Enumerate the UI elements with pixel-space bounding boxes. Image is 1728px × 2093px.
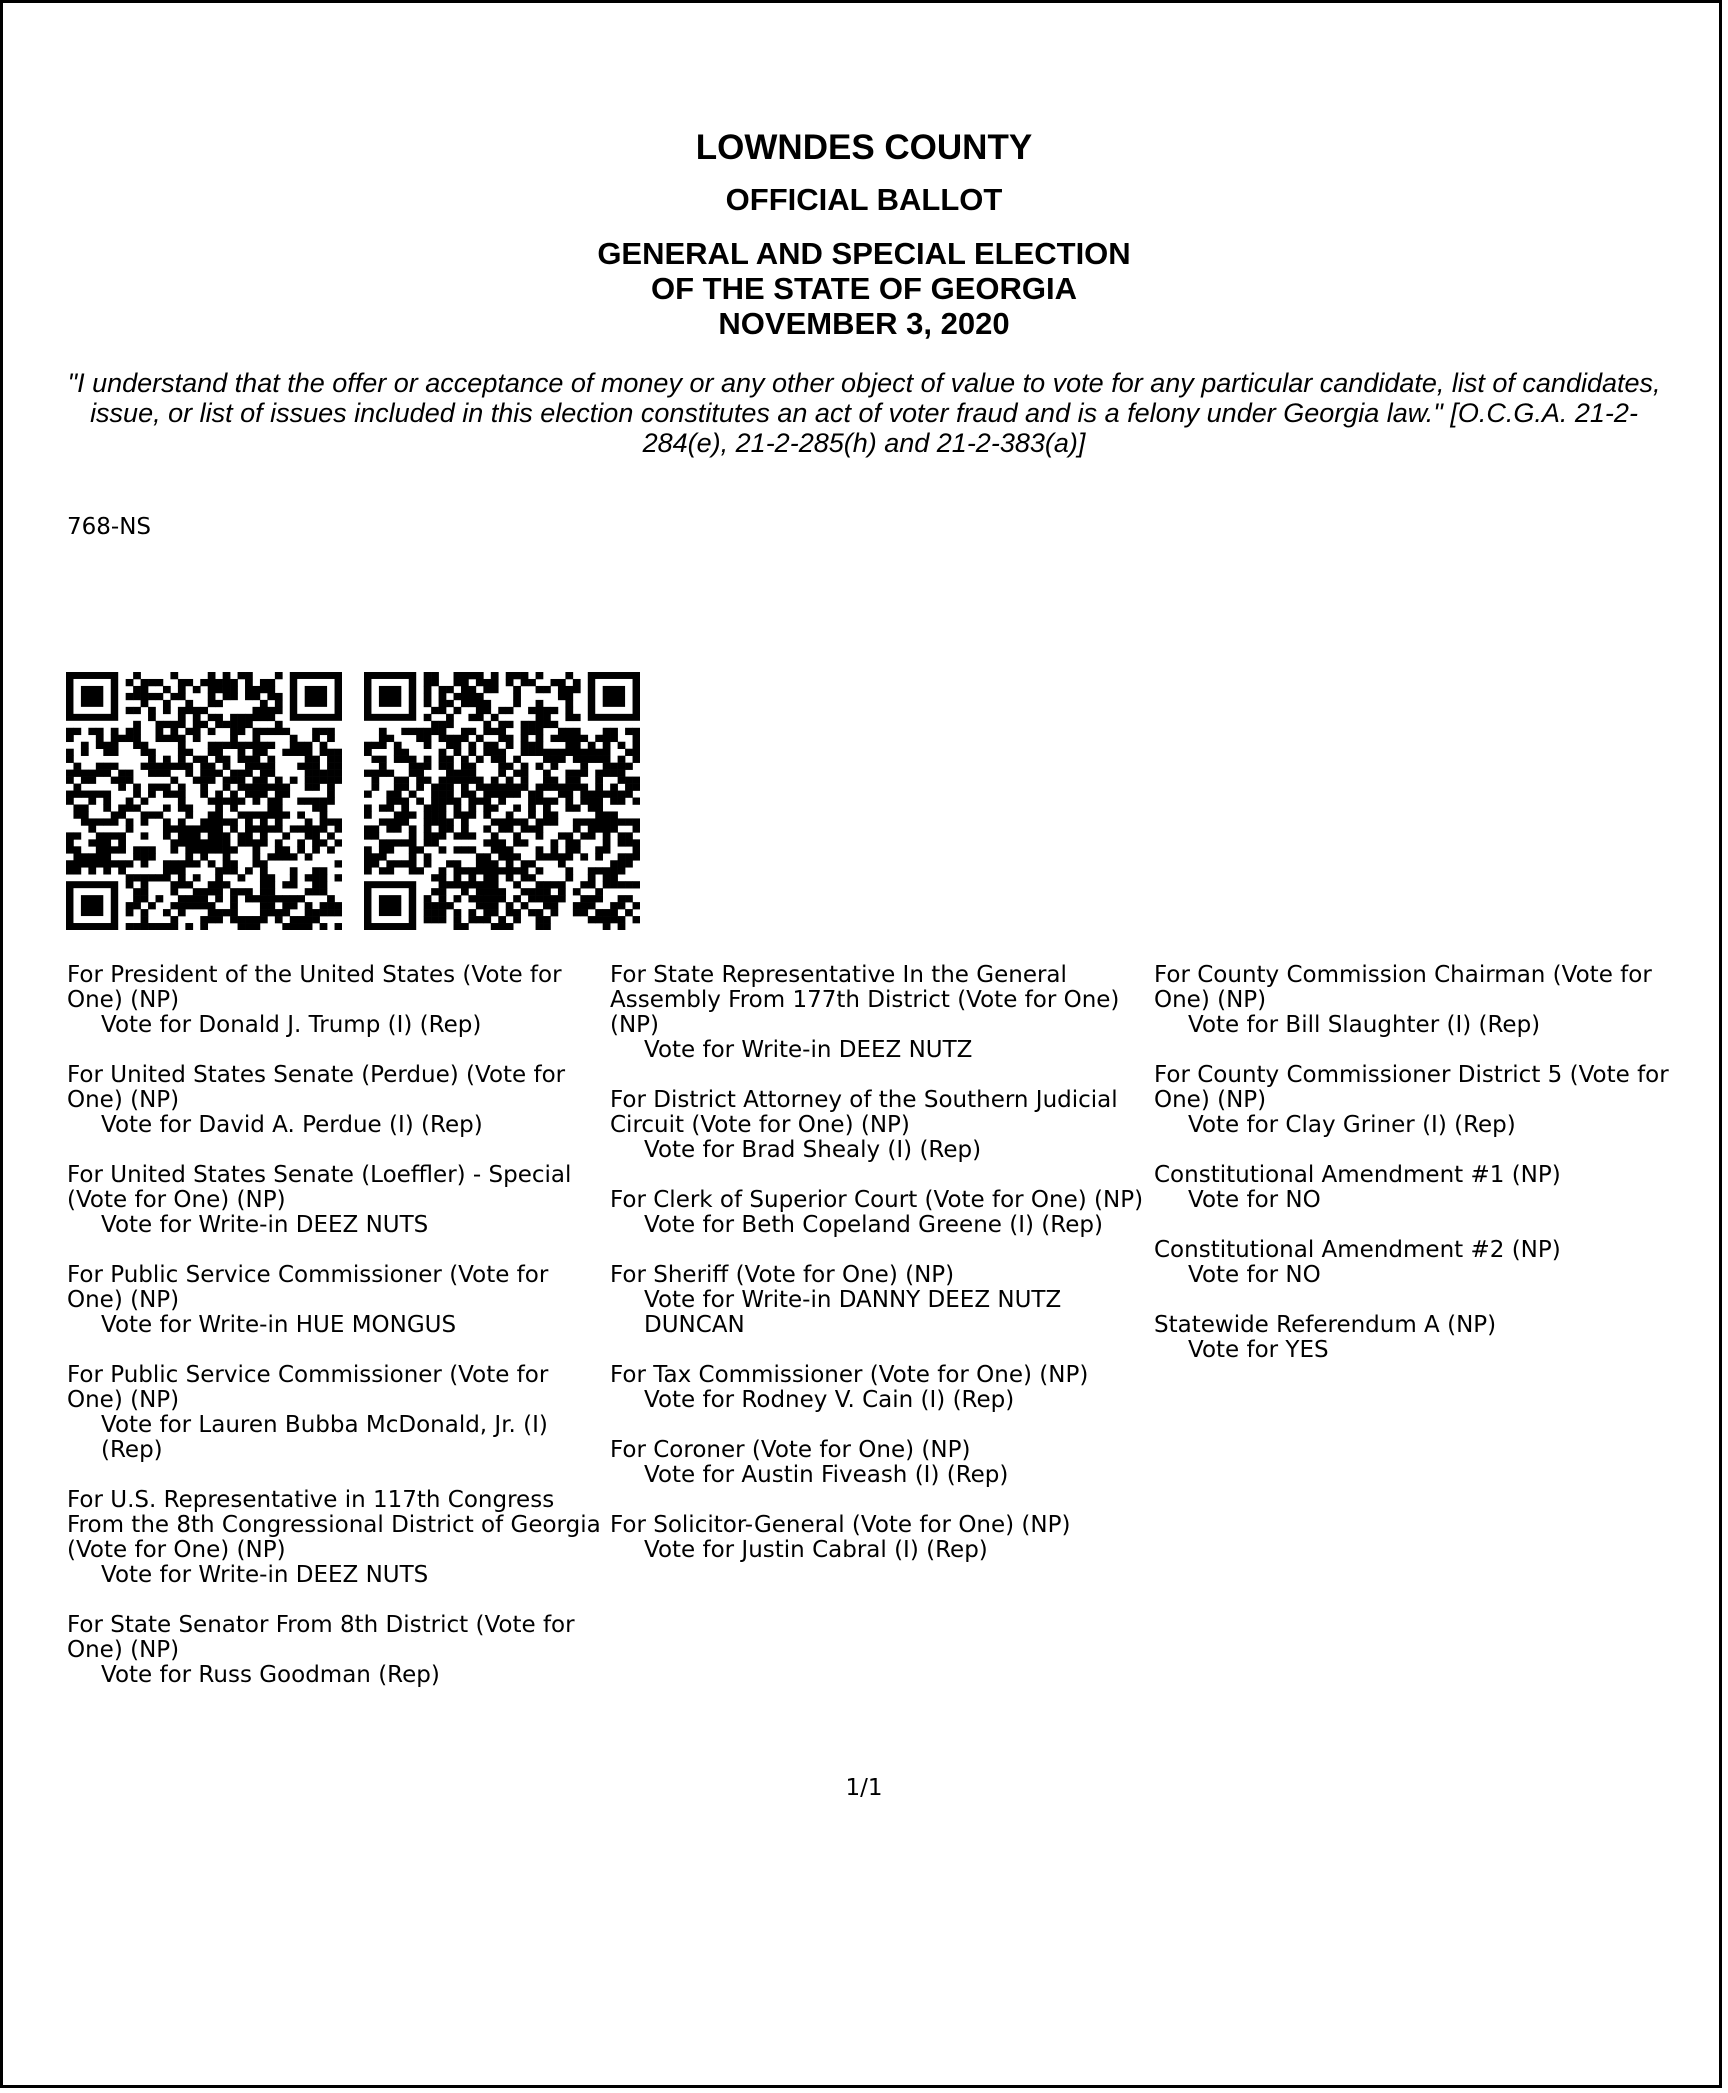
contest-item — [67, 1363, 607, 1463]
contest-item — [1154, 1063, 1674, 1138]
ballot-header — [0, 126, 1728, 341]
contest-title: For Sheriff (Vote for One) (NP) — [610, 1262, 955, 1288]
vote-selection: Vote for NO — [1188, 1262, 1321, 1288]
contest-title: For County Commission Chairman (Vote for One) (NP) — [1154, 962, 1652, 1013]
contest-item — [610, 1438, 1155, 1488]
contest-title: Constitutional Amendment #2 (NP) — [1154, 1237, 1561, 1263]
vote-selection: Vote for David A. Perdue (I) (Rep) — [101, 1112, 483, 1138]
contest-title: For State Senator From 8th District (Vote for One) (NP) — [67, 1612, 575, 1663]
vote-selection: Vote for Rodney V. Cain (I) (Rep) — [644, 1387, 1015, 1413]
contest-title: For United States Senate (Loeffler) - Special (Vote for One) (NP) — [67, 1162, 572, 1213]
contest-title: For District Attorney of the Southern Judicial Circuit (Vote for One) (NP) — [610, 1087, 1118, 1138]
page-number: 1/1 — [845, 1775, 883, 1801]
page-border-bottom — [0, 2085, 1722, 2088]
contest-item — [610, 1363, 1155, 1413]
contest-item — [67, 963, 607, 1038]
vote-selection: Vote for Write-in DEEZ NUTS — [101, 1562, 429, 1588]
vote-selection: Vote for Clay Griner (I) (Rep) — [1188, 1112, 1516, 1138]
contest-title: For U.S. Representative in 117th Congress From the 8th Congressional District of Georgia (Vote for One) (NP) — [67, 1487, 601, 1563]
contest-title: For United States Senate (Perdue) (Vote for One) (NP) — [67, 1062, 566, 1113]
contest-title: For County Commissioner District 5 (Vote for One) (NP) — [1154, 1062, 1669, 1113]
contest-item — [67, 1613, 607, 1688]
vote-selection: Vote for Brad Shealy (I) (Rep) — [644, 1137, 982, 1163]
contest-title: For Public Service Commissioner (Vote for One) (NP) — [67, 1262, 549, 1313]
vote-selection: Vote for Beth Copeland Greene (I) (Rep) — [644, 1212, 1103, 1238]
vote-selection: Vote for Austin Fiveash (I) (Rep) — [644, 1462, 1009, 1488]
election-date: NOVEMBER 3, 2020 — [718, 306, 1010, 341]
page-border-top — [0, 0, 1722, 3]
contest-item — [67, 1063, 607, 1138]
election-name-line1: GENERAL AND SPECIAL ELECTION — [597, 236, 1131, 271]
contest-item — [67, 1163, 607, 1238]
contest-title: For State Representative In the General Assembly From 177th District (Vote for One) (NP) — [610, 962, 1120, 1038]
ballot-style-code: 768-NS — [67, 514, 152, 540]
ballot-column-3 — [1154, 963, 1674, 1388]
contest-item — [610, 1188, 1155, 1238]
contest-title: For Public Service Commissioner (Vote for One) (NP) — [67, 1362, 549, 1413]
vote-selection: Vote for Lauren Bubba McDonald, Jr. (I) (Rep) — [101, 1412, 548, 1463]
contest-title: For Tax Commissioner (Vote for One) (NP) — [610, 1362, 1089, 1388]
vote-selection: Vote for Write-in HUE MONGUS — [101, 1312, 457, 1338]
vote-selection: Vote for Write-in DANNY DEEZ NUTZ DUNCAN — [644, 1287, 1062, 1338]
qr-code-right — [364, 672, 640, 930]
contest-item — [1154, 1313, 1674, 1363]
qr-code-left — [66, 672, 342, 930]
ballot-column-2 — [610, 963, 1155, 1588]
contest-item — [610, 1088, 1155, 1163]
vote-selection: Vote for NO — [1188, 1187, 1321, 1213]
vote-selection: Vote for YES — [1188, 1337, 1329, 1363]
contest-title: For Coroner (Vote for One) (NP) — [610, 1437, 971, 1463]
contest-item — [610, 963, 1155, 1063]
election-name-line2: OF THE STATE OF GEORGIA — [651, 271, 1077, 306]
contest-item — [67, 1263, 607, 1338]
county-title: LOWNDES COUNTY — [695, 128, 1033, 167]
vote-selection: Vote for Russ Goodman (Rep) — [101, 1662, 440, 1688]
contest-item — [1154, 963, 1674, 1038]
contest-item — [1154, 1238, 1674, 1288]
vote-selection: Vote for Justin Cabral (I) (Rep) — [644, 1537, 988, 1563]
contest-title: For Solicitor-General (Vote for One) (NP) — [610, 1512, 1071, 1538]
vote-selection: Vote for Donald J. Trump (I) (Rep) — [101, 1012, 482, 1038]
ballot-column-1 — [67, 963, 607, 1713]
contest-item — [1154, 1163, 1674, 1213]
contest-item — [610, 1513, 1155, 1563]
contest-title: Statewide Referendum A (NP) — [1154, 1312, 1497, 1338]
contest-title: Constitutional Amendment #1 (NP) — [1154, 1162, 1561, 1188]
vote-selection: Vote for Write-in DEEZ NUTZ — [644, 1037, 973, 1063]
contest-title: For Clerk of Superior Court (Vote for One) (NP) — [610, 1187, 1144, 1213]
vote-selection: Vote for Write-in DEEZ NUTS — [101, 1212, 429, 1238]
contest-title: For President of the United States (Vote for One) (NP) — [67, 962, 562, 1013]
voter-fraud-warning: "I understand that the offer or acceptance of money or any other object of value to vote for any particular candidate, list of candidates, issue, or list of issues included in this election constitutes an act of voter fraud and is a felony under Georgia law." [O.C.G.A. 21-2-284(e), 21-2-285(h) and 21-2-383(a)] — [67, 368, 1661, 458]
vote-selection: Vote for Bill Slaughter (I) (Rep) — [1188, 1012, 1541, 1038]
ballot-type: OFFICIAL BALLOT — [725, 182, 1003, 217]
contest-item — [610, 1263, 1155, 1338]
contest-item — [67, 1488, 607, 1588]
